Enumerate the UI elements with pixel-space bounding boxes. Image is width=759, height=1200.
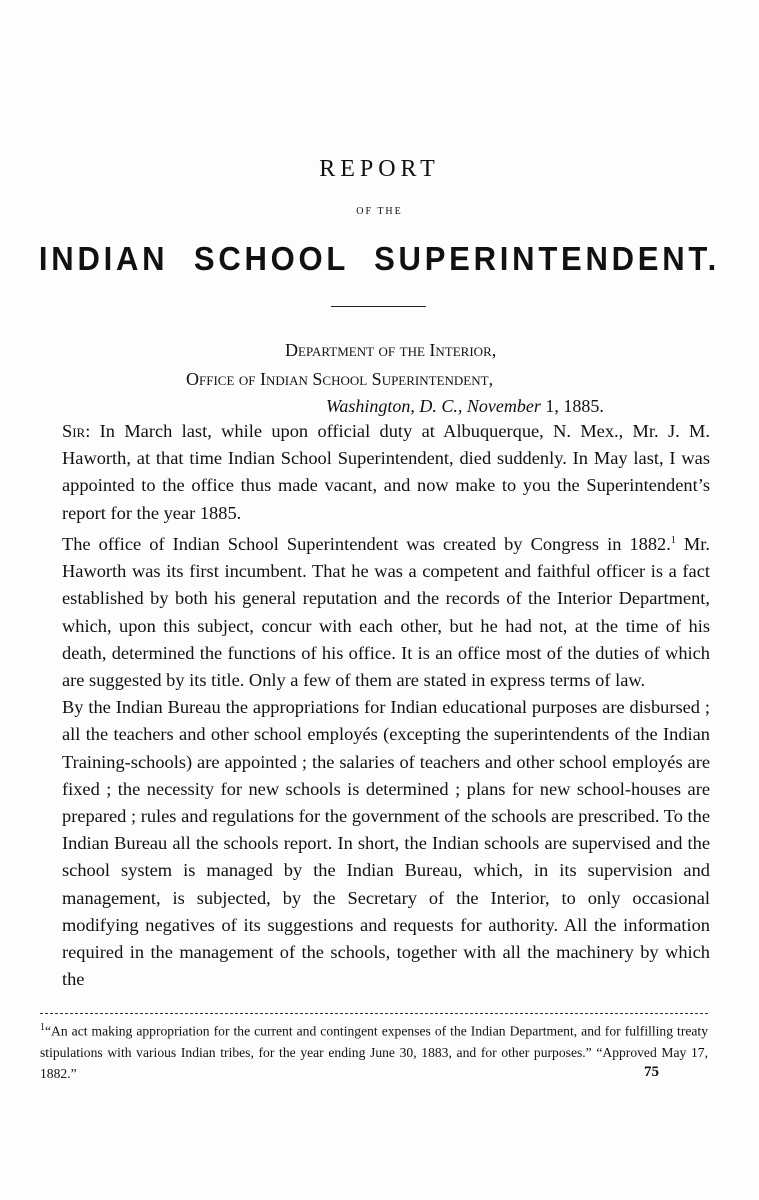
paragraph-2-text-b: Mr. Haworth was its first incumbent. That he was a competent and faithful officer is a fact established by both his general reputation and the records of the Interior Department, which, upon this subject, concur with each other, but he had not, at the time of his death, determined the functions of his office. It is an office most of the duties of which are suggested by its title. Only a few of them are stated in express terms of law. — [62, 533, 710, 690]
paragraph-3-text: By the Indian Bureau the appropriations for Indian educational purposes are disbursed ; all the teachers and other school employés (excepting the superintendents of the Indian Training-schools) are appointed ; the salaries of teachers and other school employés are fixed ; the necessity for new schools is determined ; plans for new school-houses are prepared ; rules and regulations for the government of the schools are prescribed. To the Indian Bureau all the schools report. In short, the Indian schools are supervised and the school system is managed by the Indian Bureau, which, in its supervision and management, is subjected, by the Secretary of the Interior, to only occasional modifying negatives of its suggestions and requests for authority. All the information required in the management of the schools, together with all the machinery by which the — [62, 697, 710, 990]
report-body — [62, 418, 710, 993]
footnote — [40, 1017, 708, 1084]
page-number: 75 — [644, 1064, 659, 1080]
address-dateline — [326, 396, 604, 417]
footnote-text: “An act making appropriation for the current and contingent expenses of the Indian Department, and for fulfilling treaty stipulations with various Indian tribes, for the year ending June 30, 1883, and for other purposes.” “Approved May 17, 1882.” — [40, 1023, 708, 1081]
dateline-date: 1, 1885. — [540, 396, 604, 416]
paragraph-2-text-a: The office of Indian School Superintendent was created by Congress in 1882. — [62, 533, 671, 554]
salutation: Sir: — [62, 421, 91, 441]
main-title: INDIAN SCHOOL SUPERINTENDENT. — [38, 240, 721, 277]
footnote-mark: 1 — [40, 1022, 45, 1033]
report-heading: REPORT — [319, 156, 440, 182]
footnote-divider — [40, 1013, 708, 1014]
footnote-reference: 1 — [670, 534, 676, 546]
paragraph-3 — [62, 694, 710, 993]
paragraph-1-text: In March last, while upon official duty at Albuquerque, N. Mex., Mr. J. M. Haworth, at that time Indian School Superintendent, died suddenly. In May last, I was appointed to the office thus made vacant, and now make to you the Superintendent’s report for the year 1885. — [62, 421, 710, 523]
address-department: Department of the Interior, — [285, 340, 497, 360]
of-the-heading: OF THE — [356, 206, 403, 217]
title-divider — [331, 306, 426, 307]
address-office: Office of Indian School Superintendent, — [186, 369, 494, 389]
paragraph-1 — [62, 418, 710, 527]
paragraph-2 — [62, 527, 710, 694]
dateline-place: Washington, D. C., November — [326, 396, 541, 416]
